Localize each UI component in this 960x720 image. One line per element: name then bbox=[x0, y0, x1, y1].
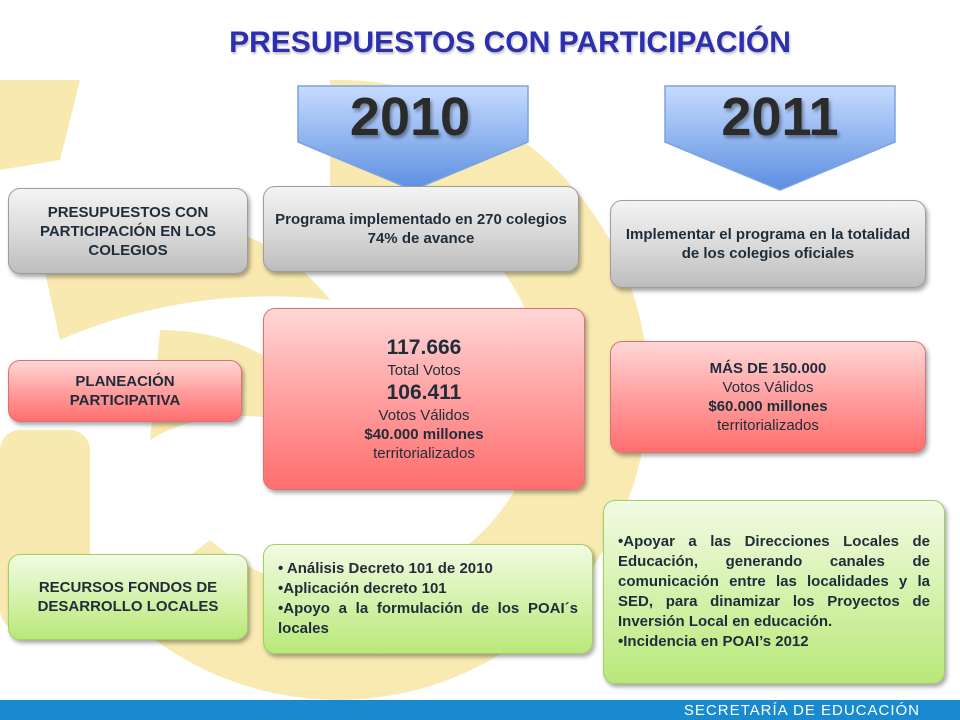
row1-label-box bbox=[8, 188, 248, 274]
total-votos-value: 117.666 bbox=[386, 336, 462, 359]
territorial-2010: territorializados bbox=[373, 445, 475, 462]
row2-label: PLANEACIÓN PARTICIPATIVA bbox=[69, 373, 181, 409]
list-item: • Análisis Decreto 101 de 2010 bbox=[278, 560, 493, 577]
row3-2010-box bbox=[263, 544, 593, 654]
votos-2011-label: Votos Válidos bbox=[722, 379, 814, 396]
row3-label: RECURSOS FONDOS DE DESARROLLO LOCALES bbox=[37, 579, 219, 615]
row1-label: PRESUPUESTOS CON PARTICIPACIÓN EN LOS COLEGIOS bbox=[39, 203, 217, 259]
row1-2010-line1: Programa implementado en 270 colegios bbox=[275, 211, 567, 228]
row2-2011-box bbox=[610, 341, 926, 453]
votos-validos-label: Votos Válidos bbox=[378, 407, 470, 424]
row1-2011-box bbox=[610, 200, 926, 288]
millones-2010: $40.000 millones bbox=[364, 426, 484, 443]
row3-2010-list bbox=[278, 559, 578, 639]
row3-2011-list bbox=[618, 532, 930, 652]
page-title: PRESUPUESTOS CON PARTICIPACIÓN bbox=[229, 26, 791, 59]
row2-label-box bbox=[8, 360, 242, 422]
row3-label-box bbox=[8, 554, 248, 640]
row1-2010-box bbox=[263, 186, 579, 272]
footer-bar bbox=[0, 700, 960, 720]
votos-validos-value: 106.411 bbox=[386, 381, 462, 404]
votos-2011-value: MÁS DE 150.000 bbox=[709, 360, 827, 377]
millones-2011: $60.000 millones bbox=[708, 398, 828, 415]
row2-2010-box bbox=[263, 308, 585, 490]
row3-2011-box bbox=[603, 500, 945, 684]
row1-2011-text: Implementar el programa en la totalidad de los colegios oficiales bbox=[625, 226, 911, 262]
year-2011: 2011 bbox=[721, 87, 839, 147]
list-item: •Apoyo a la formulación de los POAI´s locales bbox=[278, 600, 578, 637]
row1-2010-line2: 74% de avance bbox=[367, 230, 475, 247]
footer-text: SECRETARÍA DE EDUCACIÓN bbox=[683, 701, 920, 719]
list-item: •Incidencia en POAI’s 2012 bbox=[618, 633, 809, 650]
year-2010: 2010 bbox=[349, 87, 471, 147]
list-item: •Aplicación decreto 101 bbox=[278, 580, 447, 597]
territorial-2011: territorializados bbox=[717, 417, 819, 434]
list-item: •Apoyar a las Direcciones Locales de Educación, generando canales de comunicación entre las localidades y la SED, para dinamizar los Proyectos de Inversión Local en educación. bbox=[618, 533, 930, 630]
total-votos-label: Total Votos bbox=[387, 362, 461, 379]
